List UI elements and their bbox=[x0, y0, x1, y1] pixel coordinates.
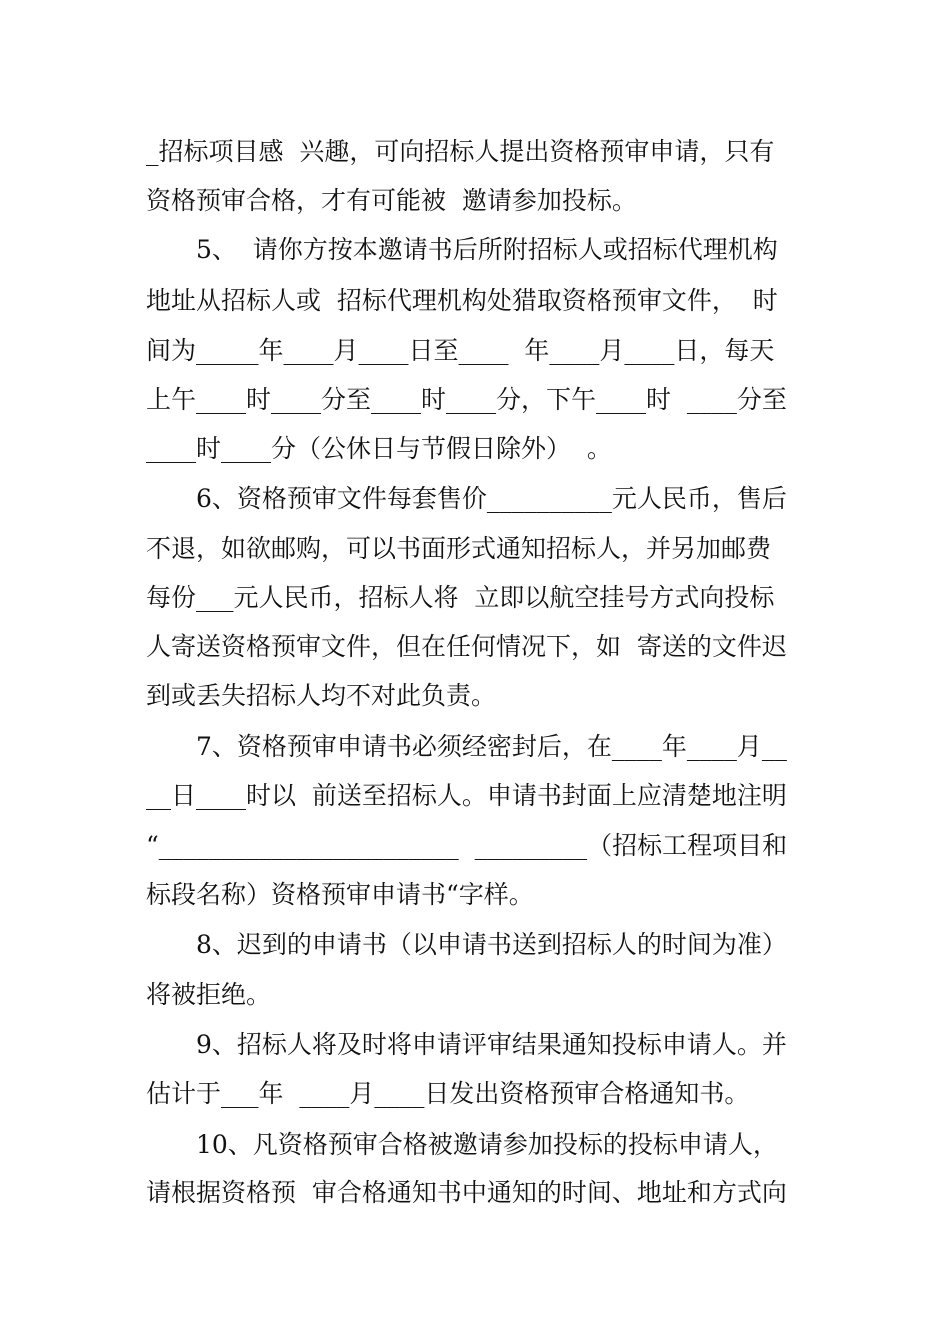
text-line: 标段名称）资格预审申请书“字样。 bbox=[146, 880, 534, 909]
text-line: 上午____时____分至____时____分，下午____时 ____分至 bbox=[146, 385, 787, 414]
paragraph-5-start: 5、 请你方按本邀请书后所附招标人或招标代理机构 bbox=[196, 235, 778, 264]
text-line: 资格预审合格，才有可能被 邀请参加投标。 bbox=[146, 186, 637, 215]
text-line: 间为_____年____月____日至____ 年____月____日，每天 bbox=[146, 336, 775, 365]
text-line: _招标项目感 兴趣，可向招标人提出资格预审申请，只有 bbox=[146, 137, 775, 166]
paragraph-7-start: 7、资格预审申请书必须经密封后，在____年____月__ bbox=[196, 732, 787, 761]
text-line: 地址从招标人或 招标代理机构处猎取资格预审文件， 时 bbox=[146, 286, 778, 315]
text-line: 到或丢失招标人均不对此负责。 bbox=[146, 681, 497, 710]
text-line: 将被拒绝。 bbox=[146, 980, 272, 1009]
text-line: 每份___元人民币，招标人将 立即以航空挂号方式向投标 bbox=[146, 583, 775, 612]
paragraph-10-start: 10、凡资格预审合格被邀请参加投标的投标申请人， bbox=[196, 1130, 778, 1159]
text-line: ____时____分（公休日与节假日除外） 。 bbox=[146, 434, 612, 463]
text-line: 人寄送资格预审文件，但在任何情况下，如 寄送的文件迟 bbox=[146, 632, 787, 661]
text-line: 不退，如欲邮购，可以书面形式通知招标人，并另加邮费 bbox=[146, 534, 772, 563]
paragraph-9-start: 9、招标人将及时将申请评审结果通知投标申请人。并 bbox=[196, 1030, 787, 1059]
paragraph-6-start: 6、资格预审文件每套售价__________元人民币，售后 bbox=[196, 484, 787, 513]
text-line: 请根据资格预 审合格通知书中通知的时间、地址和方式向 bbox=[146, 1178, 787, 1207]
paragraph-8-start: 8、迟到的申请书（以申请书送到招标人的时间为准） bbox=[196, 930, 787, 959]
text-line: “________________________ _________（招标工程项目和 bbox=[146, 831, 788, 860]
text-line: 估计于___年 ____月____日发出资格预审合格通知书。 bbox=[146, 1079, 750, 1108]
text-line: __日____时以 前送至招标人。申请书封面上应清楚地注明 bbox=[146, 781, 787, 810]
